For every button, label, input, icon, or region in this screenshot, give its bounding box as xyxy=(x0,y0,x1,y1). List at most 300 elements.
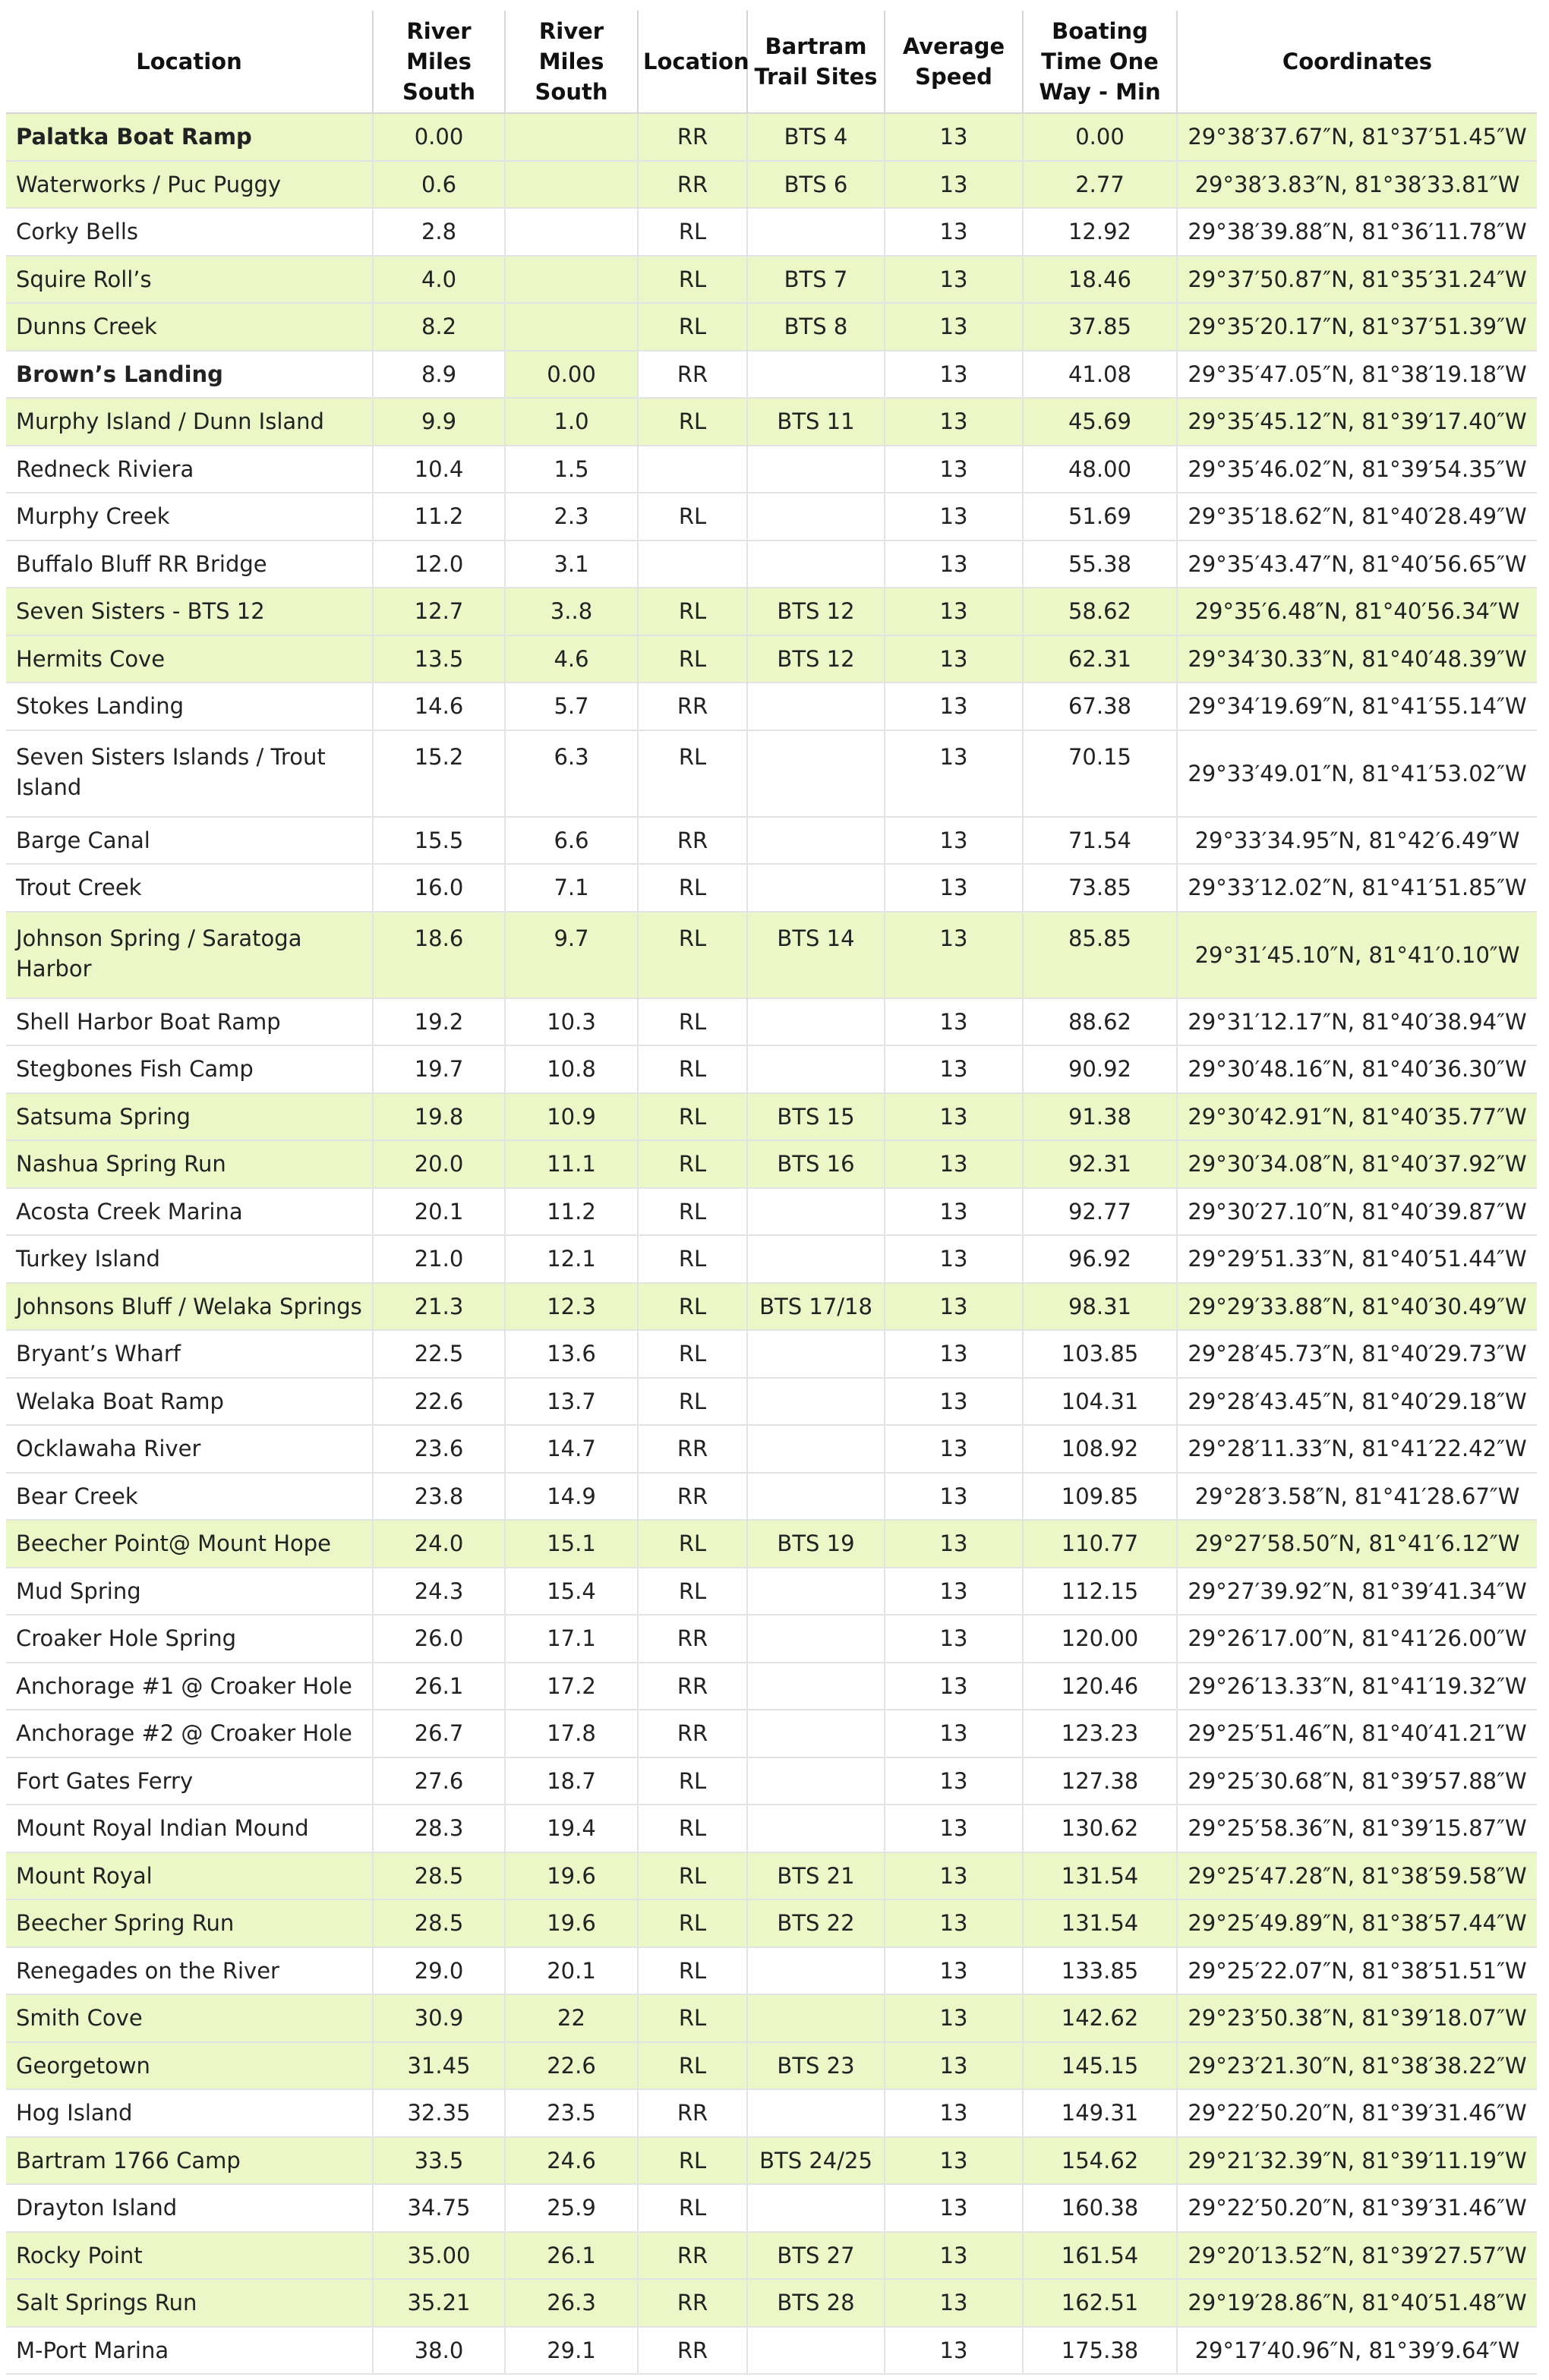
side-cell: RL xyxy=(638,912,747,998)
location-cell: Seven Sisters - BTS 12 xyxy=(6,588,373,635)
average-speed-cell: 13 xyxy=(885,2184,1023,2232)
river-miles-south-2-cell: 1.5 xyxy=(505,446,638,493)
bartram-site-cell xyxy=(747,2089,885,2137)
river-miles-south-2-cell: 10.3 xyxy=(505,998,638,1046)
river-miles-south-cell: 34.75 xyxy=(373,2184,505,2232)
table-row xyxy=(6,351,1537,399)
side-cell: RL xyxy=(638,208,747,256)
side-cell: RL xyxy=(638,1283,747,1331)
river-miles-south-2-cell: 4.6 xyxy=(505,635,638,683)
side-cell: RL xyxy=(638,493,747,541)
river-miles-south-cell: 24.3 xyxy=(373,1568,505,1616)
table-row xyxy=(6,2232,1537,2280)
river-miles-south-cell: 16.0 xyxy=(373,864,505,912)
table-row xyxy=(6,2042,1537,2090)
location-cell: Mud Spring xyxy=(6,1568,373,1616)
table-row xyxy=(6,2137,1537,2185)
average-speed-cell: 13 xyxy=(885,1235,1023,1283)
bartram-site-cell xyxy=(747,864,885,912)
river-miles-south-2-cell: 0.00 xyxy=(505,351,638,399)
boating-time-cell: 145.15 xyxy=(1023,2042,1177,2090)
side-cell: RL xyxy=(638,2042,747,2090)
average-speed-cell: 13 xyxy=(885,446,1023,493)
table-row xyxy=(6,208,1537,256)
average-speed-cell: 13 xyxy=(885,998,1023,1046)
side-cell: RR xyxy=(638,113,747,161)
bartram-site-cell: BTS 28 xyxy=(747,2279,885,2327)
boating-time-cell: 92.77 xyxy=(1023,1188,1177,1236)
table-row xyxy=(6,1615,1537,1663)
header-boating-time: Boating Time One Way - Min xyxy=(1023,11,1177,113)
location-cell: Johnsons Bluff / Welaka Springs xyxy=(6,1283,373,1331)
location-cell: Brown’s Landing xyxy=(6,351,373,399)
average-speed-cell: 13 xyxy=(885,1994,1023,2042)
location-cell: Croaker Hole Spring xyxy=(6,1615,373,1663)
side-cell: RL xyxy=(638,1899,747,1947)
average-speed-cell: 13 xyxy=(885,912,1023,998)
table-row xyxy=(6,446,1537,493)
boating-time-cell: 120.00 xyxy=(1023,1615,1177,1663)
average-speed-cell: 13 xyxy=(885,864,1023,912)
coordinates-cell: 29°25′30.68″N, 81°39′57.88″W xyxy=(1177,1757,1537,1805)
average-speed-cell: 13 xyxy=(885,1045,1023,1093)
table-row xyxy=(6,1140,1537,1188)
table-row xyxy=(6,493,1537,541)
river-miles-south-cell: 21.3 xyxy=(373,1283,505,1331)
river-miles-south-2-cell: 19.6 xyxy=(505,1852,638,1900)
bartram-site-cell: BTS 12 xyxy=(747,588,885,635)
river-miles-south-2-cell: 1.0 xyxy=(505,398,638,446)
coordinates-cell: 29°35′6.48″N, 81°40′56.34″W xyxy=(1177,588,1537,635)
location-cell: Trout Creek xyxy=(6,864,373,912)
table-row xyxy=(6,256,1537,304)
average-speed-cell: 13 xyxy=(885,2042,1023,2090)
river-miles-south-cell: 23.6 xyxy=(373,1425,505,1473)
bartram-site-cell xyxy=(747,541,885,588)
average-speed-cell: 13 xyxy=(885,1852,1023,1900)
river-miles-south-cell: 19.7 xyxy=(373,1045,505,1093)
coordinates-cell: 29°30′34.08″N, 81°40′37.92″W xyxy=(1177,1140,1537,1188)
side-cell: RL xyxy=(638,730,747,817)
average-speed-cell: 13 xyxy=(885,1663,1023,1710)
header-river-miles-south: River Miles South xyxy=(373,11,505,113)
bartram-site-cell: BTS 21 xyxy=(747,1852,885,1900)
coordinates-cell: 29°29′51.33″N, 81°40′51.44″W xyxy=(1177,1235,1537,1283)
location-cell: Shell Harbor Boat Ramp xyxy=(6,998,373,1046)
average-speed-cell: 13 xyxy=(885,493,1023,541)
side-cell xyxy=(638,541,747,588)
table-row xyxy=(6,2279,1537,2327)
bartram-site-cell: BTS 7 xyxy=(747,256,885,304)
header-location: Location xyxy=(6,11,373,113)
bartram-site-cell: BTS 23 xyxy=(747,2042,885,2090)
coordinates-cell: 29°33′34.95″N, 81°42′6.49″W xyxy=(1177,817,1537,865)
table-row xyxy=(6,1947,1537,1995)
coordinates-cell: 29°38′3.83″N, 81°38′33.81″W xyxy=(1177,161,1537,209)
river-miles-south-2-cell: 23.5 xyxy=(505,2089,638,2137)
bartram-site-cell: BTS 8 xyxy=(747,303,885,351)
side-cell: RL xyxy=(638,398,747,446)
side-cell: RL xyxy=(638,998,747,1046)
river-miles-south-cell: 4.0 xyxy=(373,256,505,304)
boating-time-cell: 110.77 xyxy=(1023,1520,1177,1568)
coordinates-cell: 29°30′42.91″N, 81°40′35.77″W xyxy=(1177,1093,1537,1141)
average-speed-cell: 13 xyxy=(885,1473,1023,1521)
location-cell: Fort Gates Ferry xyxy=(6,1757,373,1805)
average-speed-cell: 13 xyxy=(885,1899,1023,1947)
side-cell: RR xyxy=(638,1663,747,1710)
river-miles-south-cell: 11.2 xyxy=(373,493,505,541)
boating-time-cell: 71.54 xyxy=(1023,817,1177,865)
boating-time-cell: 18.46 xyxy=(1023,256,1177,304)
table-row xyxy=(6,1378,1537,1426)
boating-time-cell: 131.54 xyxy=(1023,1852,1177,1900)
bartram-site-cell xyxy=(747,1994,885,2042)
location-cell: Redneck Riviera xyxy=(6,446,373,493)
bartram-site-cell: BTS 16 xyxy=(747,1140,885,1188)
river-miles-south-2-cell xyxy=(505,161,638,209)
boating-time-cell: 175.38 xyxy=(1023,2327,1177,2375)
river-miles-south-2-cell: 19.6 xyxy=(505,1899,638,1947)
average-speed-cell: 13 xyxy=(885,1283,1023,1331)
bartram-site-cell xyxy=(747,1615,885,1663)
side-cell: RR xyxy=(638,2089,747,2137)
table-body xyxy=(6,113,1537,2374)
average-speed-cell: 13 xyxy=(885,1757,1023,1805)
river-miles-south-2-cell: 7.1 xyxy=(505,864,638,912)
table-row xyxy=(6,588,1537,635)
coordinates-cell: 29°38′37.67″N, 81°37′51.45″W xyxy=(1177,113,1537,161)
boating-time-cell: 130.62 xyxy=(1023,1805,1177,1852)
coordinates-cell: 29°38′39.88″N, 81°36′11.78″W xyxy=(1177,208,1537,256)
location-cell: Mount Royal xyxy=(6,1852,373,1900)
average-speed-cell: 13 xyxy=(885,2279,1023,2327)
side-cell: RL xyxy=(638,1330,747,1378)
boating-time-cell: 127.38 xyxy=(1023,1757,1177,1805)
boating-time-cell: 73.85 xyxy=(1023,864,1177,912)
boating-time-cell: 98.31 xyxy=(1023,1283,1177,1331)
coordinates-cell: 29°33′12.02″N, 81°41′51.85″W xyxy=(1177,864,1537,912)
river-miles-south-2-cell: 24.6 xyxy=(505,2137,638,2185)
river-miles-south-cell: 19.8 xyxy=(373,1093,505,1141)
table-row xyxy=(6,1520,1537,1568)
table-row xyxy=(6,1899,1537,1947)
boating-time-cell: 161.54 xyxy=(1023,2232,1177,2280)
river-miles-south-cell: 27.6 xyxy=(373,1757,505,1805)
side-cell: RL xyxy=(638,635,747,683)
header-row xyxy=(6,11,1537,113)
coordinates-cell: 29°26′13.33″N, 81°41′19.32″W xyxy=(1177,1663,1537,1710)
bartram-site-cell xyxy=(747,1805,885,1852)
river-miles-south-2-cell: 11.1 xyxy=(505,1140,638,1188)
side-cell: RR xyxy=(638,817,747,865)
river-miles-south-2-cell: 18.7 xyxy=(505,1757,638,1805)
boating-time-cell: 142.62 xyxy=(1023,1994,1177,2042)
coordinates-cell: 29°30′48.16″N, 81°40′36.30″W xyxy=(1177,1045,1537,1093)
boating-time-cell: 131.54 xyxy=(1023,1899,1177,1947)
side-cell: RL xyxy=(638,1568,747,1616)
side-cell: RL xyxy=(638,1235,747,1283)
river-locations-table xyxy=(6,11,1537,2375)
river-miles-south-2-cell: 13.7 xyxy=(505,1378,638,1426)
location-cell: Hog Island xyxy=(6,2089,373,2137)
river-miles-south-cell: 26.0 xyxy=(373,1615,505,1663)
river-miles-south-2-cell xyxy=(505,256,638,304)
coordinates-cell: 29°25′58.36″N, 81°39′15.87″W xyxy=(1177,1805,1537,1852)
side-cell: RL xyxy=(638,1757,747,1805)
bartram-site-cell: BTS 17/18 xyxy=(747,1283,885,1331)
river-miles-south-cell: 0.00 xyxy=(373,113,505,161)
river-miles-south-2-cell: 3.1 xyxy=(505,541,638,588)
coordinates-cell: 29°22′50.20″N, 81°39′31.46″W xyxy=(1177,2184,1537,2232)
side-cell: RL xyxy=(638,1520,747,1568)
boating-time-cell: 45.69 xyxy=(1023,398,1177,446)
table-row xyxy=(6,113,1537,161)
average-speed-cell: 13 xyxy=(885,1425,1023,1473)
side-cell: RR xyxy=(638,1710,747,1757)
coordinates-cell: 29°30′27.10″N, 81°40′39.87″W xyxy=(1177,1188,1537,1236)
boating-time-cell: 12.92 xyxy=(1023,208,1177,256)
table-row xyxy=(6,2089,1537,2137)
boating-time-cell: 90.92 xyxy=(1023,1045,1177,1093)
coordinates-cell: 29°21′32.39″N, 81°39′11.19″W xyxy=(1177,2137,1537,2185)
average-speed-cell: 13 xyxy=(885,256,1023,304)
bartram-site-cell: BTS 22 xyxy=(747,1899,885,1947)
river-miles-south-2-cell xyxy=(505,303,638,351)
river-miles-south-cell: 29.0 xyxy=(373,1947,505,1995)
bartram-site-cell xyxy=(747,1188,885,1236)
side-cell: RR xyxy=(638,1425,747,1473)
table-row xyxy=(6,1235,1537,1283)
boating-time-cell: 58.62 xyxy=(1023,588,1177,635)
river-miles-south-cell: 23.8 xyxy=(373,1473,505,1521)
boating-time-cell: 51.69 xyxy=(1023,493,1177,541)
boating-time-cell: 109.85 xyxy=(1023,1473,1177,1521)
coordinates-cell: 29°34′30.33″N, 81°40′48.39″W xyxy=(1177,635,1537,683)
table-row xyxy=(6,1663,1537,1710)
river-miles-south-2-cell: 17.2 xyxy=(505,1663,638,1710)
table-row xyxy=(6,1568,1537,1616)
average-speed-cell: 13 xyxy=(885,730,1023,817)
location-cell: Turkey Island xyxy=(6,1235,373,1283)
table-row xyxy=(6,161,1537,209)
river-miles-south-2-cell: 3..8 xyxy=(505,588,638,635)
side-cell: RL xyxy=(638,2184,747,2232)
river-miles-south-2-cell: 6.3 xyxy=(505,730,638,817)
river-miles-south-cell: 12.7 xyxy=(373,588,505,635)
coordinates-cell: 29°23′21.30″N, 81°38′38.22″W xyxy=(1177,2042,1537,2090)
river-miles-south-cell: 31.45 xyxy=(373,2042,505,2090)
river-miles-south-cell: 0.6 xyxy=(373,161,505,209)
bartram-site-cell xyxy=(747,1378,885,1426)
river-miles-south-2-cell: 20.1 xyxy=(505,1947,638,1995)
boating-time-cell: 133.85 xyxy=(1023,1947,1177,1995)
bartram-site-cell xyxy=(747,1710,885,1757)
river-miles-south-cell: 26.1 xyxy=(373,1663,505,1710)
table-row xyxy=(6,635,1537,683)
river-miles-south-2-cell: 10.9 xyxy=(505,1093,638,1141)
location-cell: Rocky Point xyxy=(6,2232,373,2280)
river-miles-south-cell: 28.5 xyxy=(373,1899,505,1947)
river-miles-south-2-cell: 12.1 xyxy=(505,1235,638,1283)
boating-time-cell: 85.85 xyxy=(1023,912,1177,998)
table-row xyxy=(6,1425,1537,1473)
boating-time-cell: 67.38 xyxy=(1023,682,1177,730)
location-cell: Renegades on the River xyxy=(6,1947,373,1995)
coordinates-cell: 29°17′40.96″N, 81°39′9.64″W xyxy=(1177,2327,1537,2375)
river-miles-south-2-cell: 15.1 xyxy=(505,1520,638,1568)
table-row xyxy=(6,541,1537,588)
river-miles-south-2-cell: 22.6 xyxy=(505,2042,638,2090)
side-cell: RR xyxy=(638,2327,747,2375)
location-cell: Georgetown xyxy=(6,2042,373,2090)
table-row xyxy=(6,1045,1537,1093)
river-miles-south-2-cell: 2.3 xyxy=(505,493,638,541)
coordinates-cell: 29°20′13.52″N, 81°39′27.57″W xyxy=(1177,2232,1537,2280)
average-speed-cell: 13 xyxy=(885,161,1023,209)
river-miles-south-2-cell: 19.4 xyxy=(505,1805,638,1852)
boating-time-cell: 120.46 xyxy=(1023,1663,1177,1710)
bartram-site-cell xyxy=(747,998,885,1046)
boating-time-cell: 96.92 xyxy=(1023,1235,1177,1283)
bartram-site-cell: BTS 24/25 xyxy=(747,2137,885,2185)
bartram-site-cell xyxy=(747,1947,885,1995)
river-miles-south-cell: 28.5 xyxy=(373,1852,505,1900)
table-row xyxy=(6,1473,1537,1521)
coordinates-cell: 29°26′17.00″N, 81°41′26.00″W xyxy=(1177,1615,1537,1663)
header-side: Location xyxy=(638,11,747,113)
average-speed-cell: 13 xyxy=(885,817,1023,865)
average-speed-cell: 13 xyxy=(885,1520,1023,1568)
coordinates-cell: 29°29′33.88″N, 81°40′30.49″W xyxy=(1177,1283,1537,1331)
boating-time-cell: 41.08 xyxy=(1023,351,1177,399)
table-row xyxy=(6,1994,1537,2042)
river-miles-south-2-cell xyxy=(505,208,638,256)
river-miles-south-2-cell: 9.7 xyxy=(505,912,638,998)
location-cell: Squire Roll’s xyxy=(6,256,373,304)
river-miles-south-cell: 20.0 xyxy=(373,1140,505,1188)
bartram-site-cell xyxy=(747,1235,885,1283)
average-speed-cell: 13 xyxy=(885,1188,1023,1236)
coordinates-cell: 29°35′46.02″N, 81°39′54.35″W xyxy=(1177,446,1537,493)
bartram-site-cell xyxy=(747,682,885,730)
boating-time-cell: 112.15 xyxy=(1023,1568,1177,1616)
average-speed-cell: 13 xyxy=(885,1093,1023,1141)
river-miles-south-2-cell: 29.1 xyxy=(505,2327,638,2375)
river-miles-south-2-cell: 25.9 xyxy=(505,2184,638,2232)
side-cell: RL xyxy=(638,1994,747,2042)
coordinates-cell: 29°34′19.69″N, 81°41′55.14″W xyxy=(1177,682,1537,730)
table-row xyxy=(6,1805,1537,1852)
location-cell: Drayton Island xyxy=(6,2184,373,2232)
coordinates-cell: 29°25′47.28″N, 81°38′59.58″W xyxy=(1177,1852,1537,1900)
location-cell: Barge Canal xyxy=(6,817,373,865)
river-miles-south-cell: 12.0 xyxy=(373,541,505,588)
bartram-site-cell: BTS 6 xyxy=(747,161,885,209)
coordinates-cell: 29°35′45.12″N, 81°39′17.40″W xyxy=(1177,398,1537,446)
side-cell: RR xyxy=(638,1615,747,1663)
coordinates-cell: 29°35′47.05″N, 81°38′19.18″W xyxy=(1177,351,1537,399)
location-cell: Salt Springs Run xyxy=(6,2279,373,2327)
side-cell: RL xyxy=(638,864,747,912)
river-miles-south-cell: 33.5 xyxy=(373,2137,505,2185)
river-miles-south-2-cell: 5.7 xyxy=(505,682,638,730)
river-miles-south-cell: 14.6 xyxy=(373,682,505,730)
boating-time-cell: 62.31 xyxy=(1023,635,1177,683)
location-cell: Murphy Island / Dunn Island xyxy=(6,398,373,446)
coordinates-cell: 29°28′11.33″N, 81°41′22.42″W xyxy=(1177,1425,1537,1473)
river-miles-south-2-cell: 17.8 xyxy=(505,1710,638,1757)
river-miles-south-cell: 18.6 xyxy=(373,912,505,998)
bartram-site-cell: BTS 12 xyxy=(747,635,885,683)
location-cell: Satsuma Spring xyxy=(6,1093,373,1141)
bartram-site-cell xyxy=(747,817,885,865)
location-cell: Anchorage #1 @ Croaker Hole xyxy=(6,1663,373,1710)
river-miles-south-2-cell: 26.1 xyxy=(505,2232,638,2280)
boating-time-cell: 123.23 xyxy=(1023,1710,1177,1757)
side-cell: RR xyxy=(638,351,747,399)
table-row xyxy=(6,1330,1537,1378)
average-speed-cell: 13 xyxy=(885,1140,1023,1188)
boating-time-cell: 149.31 xyxy=(1023,2089,1177,2137)
coordinates-cell: 29°23′50.38″N, 81°39′18.07″W xyxy=(1177,1994,1537,2042)
river-miles-south-2-cell: 14.9 xyxy=(505,1473,638,1521)
river-miles-south-cell: 21.0 xyxy=(373,1235,505,1283)
river-miles-south-2-cell: 14.7 xyxy=(505,1425,638,1473)
location-cell: Bear Creek xyxy=(6,1473,373,1521)
river-miles-south-cell: 15.5 xyxy=(373,817,505,865)
table-row xyxy=(6,1710,1537,1757)
river-miles-south-cell: 19.2 xyxy=(373,998,505,1046)
average-speed-cell: 13 xyxy=(885,1947,1023,1995)
coordinates-cell: 29°19′28.86″N, 81°40′51.48″W xyxy=(1177,2279,1537,2327)
table-row xyxy=(6,1852,1537,1900)
table-row xyxy=(6,682,1537,730)
bartram-site-cell xyxy=(747,730,885,817)
side-cell: RL xyxy=(638,303,747,351)
coordinates-cell: 29°37′50.87″N, 81°35′31.24″W xyxy=(1177,256,1537,304)
side-cell: RR xyxy=(638,1473,747,1521)
coordinates-cell: 29°27′58.50″N, 81°41′6.12″W xyxy=(1177,1520,1537,1568)
table-row xyxy=(6,998,1537,1046)
average-speed-cell: 13 xyxy=(885,1568,1023,1616)
location-cell: Ocklawaha River xyxy=(6,1425,373,1473)
table-row xyxy=(6,912,1537,998)
coordinates-cell: 29°28′43.45″N, 81°40′29.18″W xyxy=(1177,1378,1537,1426)
average-speed-cell: 13 xyxy=(885,1615,1023,1663)
bartram-site-cell xyxy=(747,1757,885,1805)
boating-time-cell: 104.31 xyxy=(1023,1378,1177,1426)
bartram-site-cell: BTS 14 xyxy=(747,912,885,998)
location-cell: Buffalo Bluff RR Bridge xyxy=(6,541,373,588)
boating-time-cell: 55.38 xyxy=(1023,541,1177,588)
location-cell: Stegbones Fish Camp xyxy=(6,1045,373,1093)
coordinates-cell: 29°25′49.89″N, 81°38′57.44″W xyxy=(1177,1899,1537,1947)
boating-time-cell: 48.00 xyxy=(1023,446,1177,493)
location-cell: Hermits Cove xyxy=(6,635,373,683)
table-row xyxy=(6,1757,1537,1805)
average-speed-cell: 13 xyxy=(885,541,1023,588)
table-row xyxy=(6,864,1537,912)
river-miles-south-2-cell: 12.3 xyxy=(505,1283,638,1331)
table-row xyxy=(6,2184,1537,2232)
bartram-site-cell: BTS 15 xyxy=(747,1093,885,1141)
table-row xyxy=(6,303,1537,351)
average-speed-cell: 13 xyxy=(885,208,1023,256)
river-miles-south-cell: 10.4 xyxy=(373,446,505,493)
river-miles-south-cell: 35.21 xyxy=(373,2279,505,2327)
side-cell: RL xyxy=(638,588,747,635)
